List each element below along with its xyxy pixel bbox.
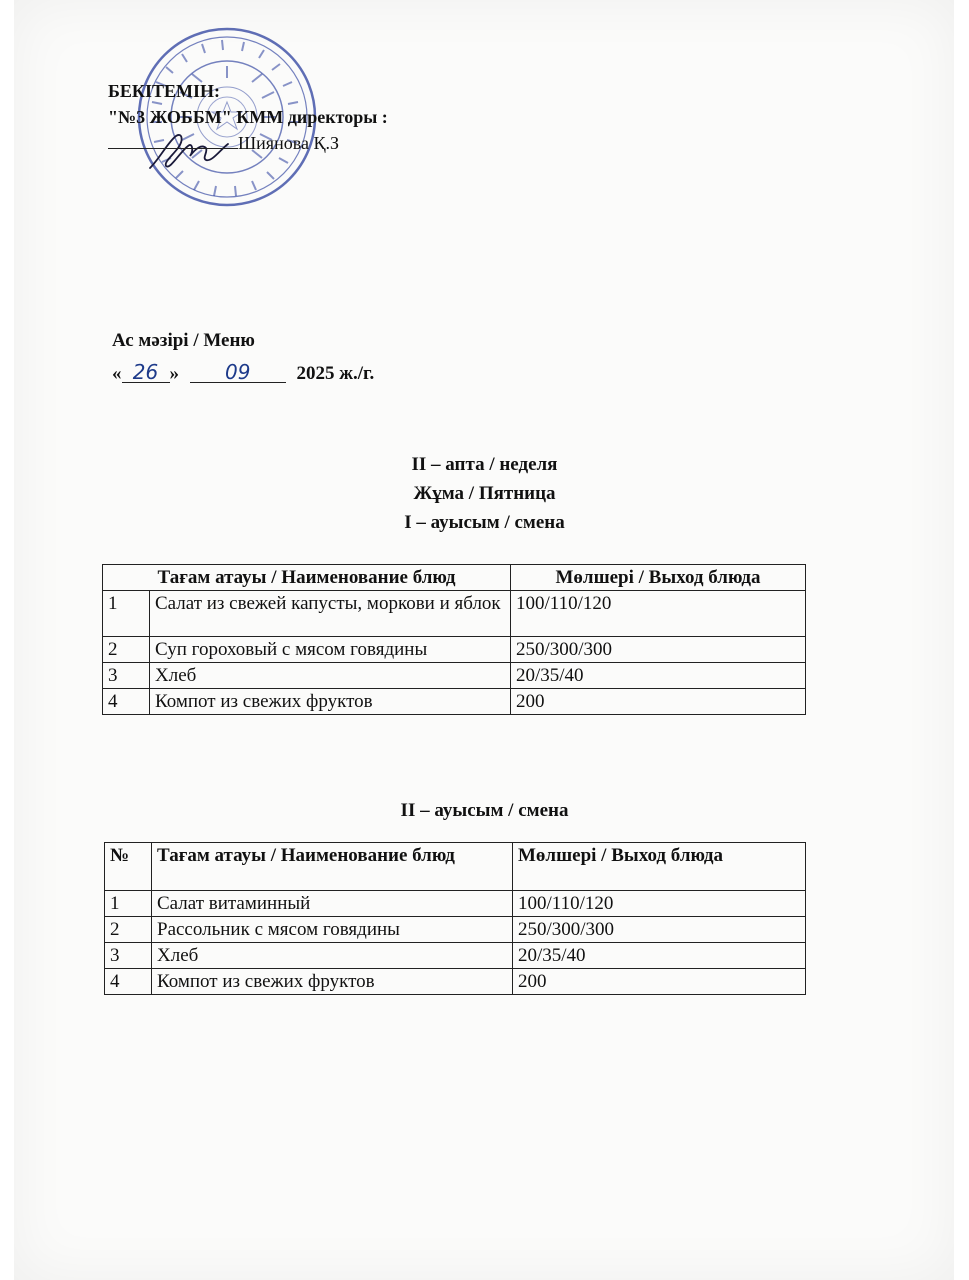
dish-name: Хлеб: [152, 943, 513, 969]
day-heading: Жұма / Пятница: [413, 483, 556, 504]
date-month: 09: [190, 362, 286, 383]
table-row: [105, 969, 806, 995]
row-number: 3: [103, 663, 150, 689]
table-header-row: [105, 843, 806, 891]
dish-portion: 100/110/120: [513, 891, 806, 917]
date-year: 2025 ж./г.: [296, 363, 375, 384]
table-header-row: [103, 565, 806, 591]
signature-line: [108, 132, 238, 149]
header-number: №: [105, 843, 152, 891]
table-row: [103, 591, 806, 637]
shift2-menu-table: [104, 842, 806, 995]
director-name: Шиянова Қ.З: [238, 133, 339, 153]
row-number: 4: [103, 689, 150, 715]
dish-name: Компот из свежих фруктов: [152, 969, 513, 995]
dish-portion: 20/35/40: [511, 663, 806, 689]
table-row: [103, 689, 806, 715]
week-heading: II – апта / неделя: [411, 454, 558, 475]
dish-portion: 200: [513, 969, 806, 995]
row-number: 1: [103, 591, 150, 637]
shift2-heading: II – ауысым / смена: [400, 800, 569, 821]
dish-portion: 250/300/300: [513, 917, 806, 943]
table-row: [105, 943, 806, 969]
header-portion: Мөлшері / Выход блюда: [511, 565, 806, 591]
table-row: [105, 891, 806, 917]
table-row: [103, 637, 806, 663]
dish-portion: 20/35/40: [513, 943, 806, 969]
table-row: [103, 663, 806, 689]
header-dish-name: Тағам атауы / Наименование блюд: [152, 843, 513, 891]
menu-title: Ас мәзірі / Меню: [112, 330, 255, 351]
approval-heading: БЕКІТЕМІН:: [108, 81, 220, 101]
header-portion: Мөлшері / Выход блюда: [513, 843, 806, 891]
menu-date: [112, 362, 374, 385]
row-number: 1: [105, 891, 152, 917]
dish-name: Салат витаминный: [152, 891, 513, 917]
date-day: 26: [122, 362, 170, 383]
dish-name: Рассольник с мясом говядины: [152, 917, 513, 943]
dish-name: Компот из свежих фруктов: [150, 689, 511, 715]
date-open-quote: «: [112, 363, 122, 384]
row-number: 2: [103, 637, 150, 663]
dish-portion: 200: [511, 689, 806, 715]
table-row: [105, 917, 806, 943]
dish-name: Суп гороховый с мясом говядины: [150, 637, 511, 663]
shift1-menu-table: [102, 564, 806, 715]
dish-portion: 250/300/300: [511, 637, 806, 663]
row-number: 3: [105, 943, 152, 969]
row-number: 4: [105, 969, 152, 995]
shift1-heading: I – ауысым / смена: [404, 512, 565, 533]
dish-name: Салат из свежей капусты, моркови и яблок: [150, 591, 511, 637]
header-dish-name: Тағам атауы / Наименование блюд: [103, 565, 511, 591]
approval-position: "№3 ЖОББМ" КММ директоры :: [108, 107, 388, 127]
row-number: 2: [105, 917, 152, 943]
dish-portion: 100/110/120: [511, 591, 806, 637]
approval-block: [108, 78, 388, 156]
approval-signatory: [108, 130, 388, 156]
dish-name: Хлеб: [150, 663, 511, 689]
date-close-quote: »: [169, 363, 179, 384]
